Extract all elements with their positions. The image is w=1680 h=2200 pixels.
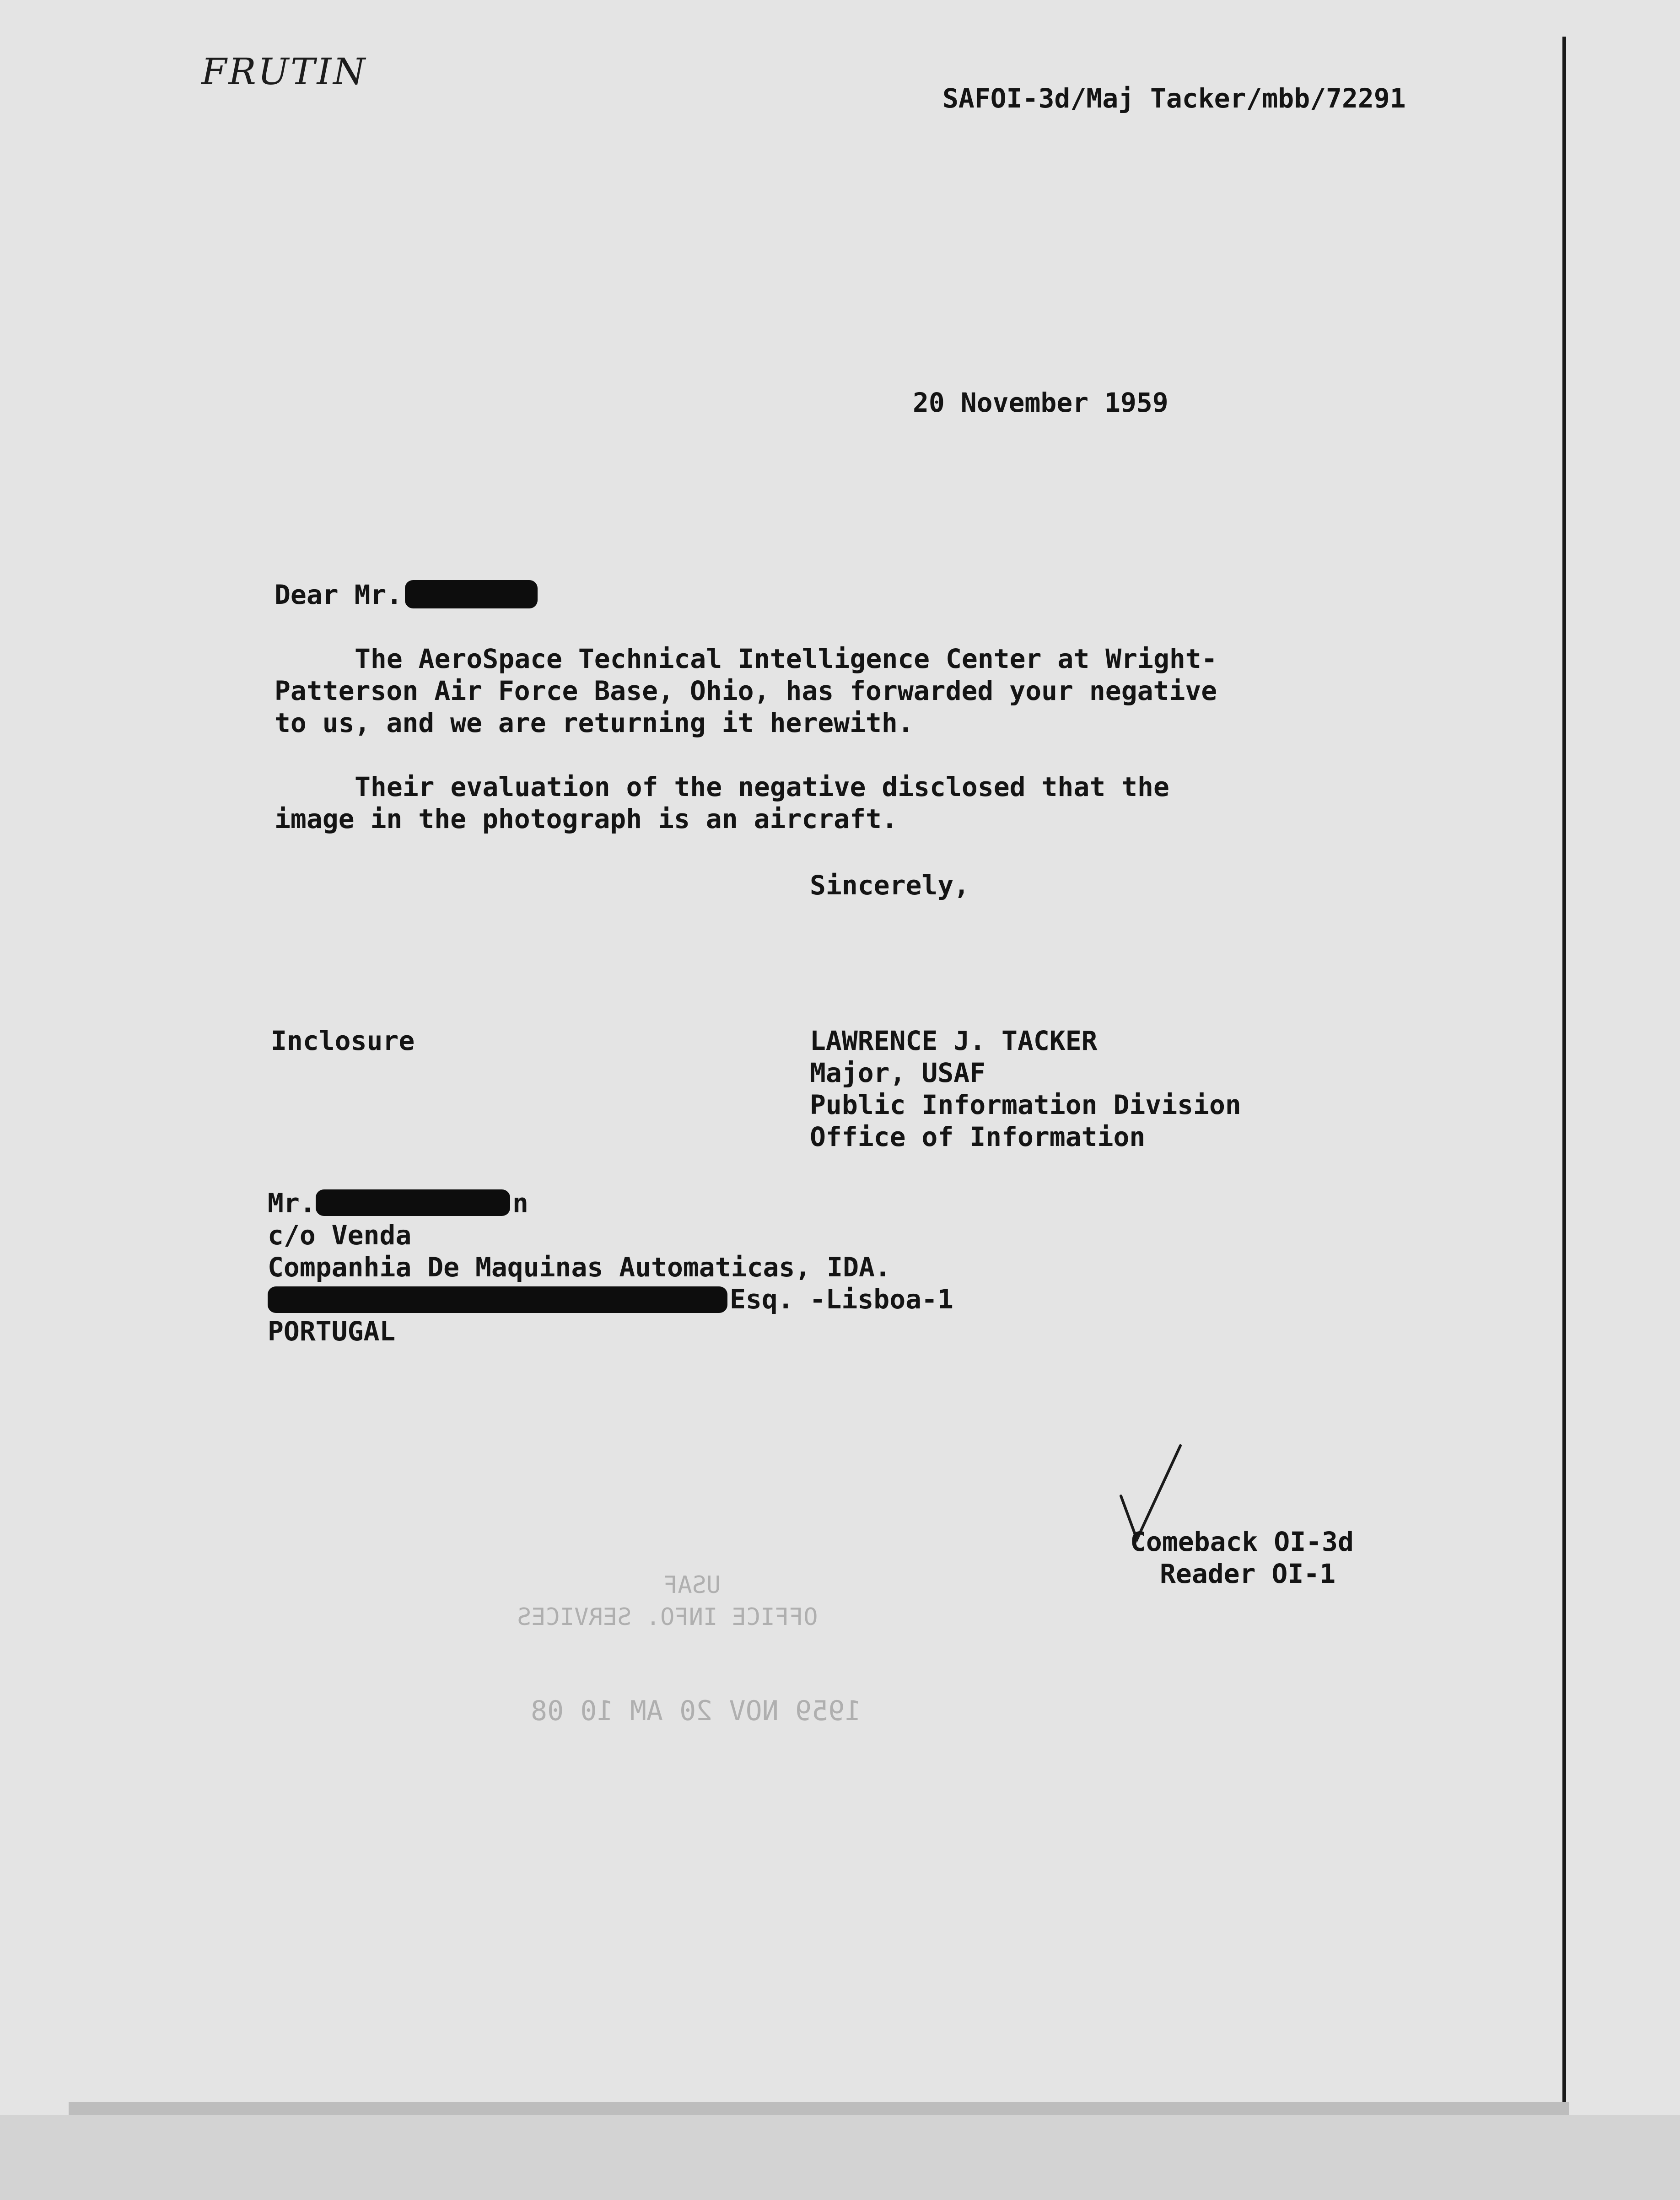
- body-paragraph-1-line-3: to us, and we are returning it herewith.: [275, 707, 914, 738]
- page-bottom-edge: [69, 2102, 1569, 2115]
- address-line-1-tail: n: [512, 1188, 528, 1219]
- letter-date: 20 November 1959: [913, 387, 1168, 418]
- enclosure-note: Inclosure: [271, 1025, 415, 1056]
- signature-name: LAWRENCE J. TACKER: [810, 1025, 1098, 1056]
- stamp-line-3: 1959 NOV 20 AM 10 08: [531, 1695, 862, 1727]
- distribution-line-2: Reader OI-1: [1160, 1558, 1336, 1589]
- signature-rank: Major, USAF: [810, 1057, 986, 1088]
- distribution-line-1: Comeback OI-3d: [1130, 1526, 1354, 1557]
- address-line-4: Esq. -Lisboa-1: [730, 1284, 953, 1315]
- address-line-3: Companhia De Maquinas Automaticas, IDA.: [268, 1252, 891, 1283]
- redaction-bar: [268, 1286, 727, 1313]
- body-paragraph-2-line-1: Their evaluation of the negative disclosed that the: [355, 771, 1169, 802]
- address-line-2: c/o Venda: [268, 1220, 412, 1251]
- body-paragraph-1-line-1: The AeroSpace Technical Intelligence Center at Wright-: [355, 643, 1217, 674]
- scan-bottom-margin: [0, 2115, 1680, 2200]
- reference-line: SAFOI-3d/Maj Tacker/mbb/72291: [942, 83, 1406, 114]
- redaction-bar: [405, 580, 538, 608]
- salutation: Dear Mr.: [275, 579, 403, 610]
- address-line-1: Mr.: [268, 1188, 316, 1219]
- stamp-line-2: OFFICE INFO. SERVICES: [517, 1603, 818, 1631]
- redaction-bar: [316, 1189, 510, 1216]
- stamp-line-1: USAF: [663, 1571, 721, 1599]
- closing: Sincerely,: [810, 870, 970, 901]
- body-paragraph-2-line-2: image in the photograph is an aircraft.: [275, 803, 898, 834]
- body-paragraph-1-line-2: Patterson Air Force Base, Ohio, has forwarded your negative: [275, 675, 1217, 706]
- signature-division: Public Information Division: [810, 1089, 1241, 1120]
- handwritten-annotation: FRUTIN: [201, 50, 367, 93]
- signature-office: Office of Information: [810, 1121, 1146, 1152]
- page-right-edge: [1562, 37, 1566, 2104]
- address-line-5: PORTUGAL: [268, 1316, 396, 1347]
